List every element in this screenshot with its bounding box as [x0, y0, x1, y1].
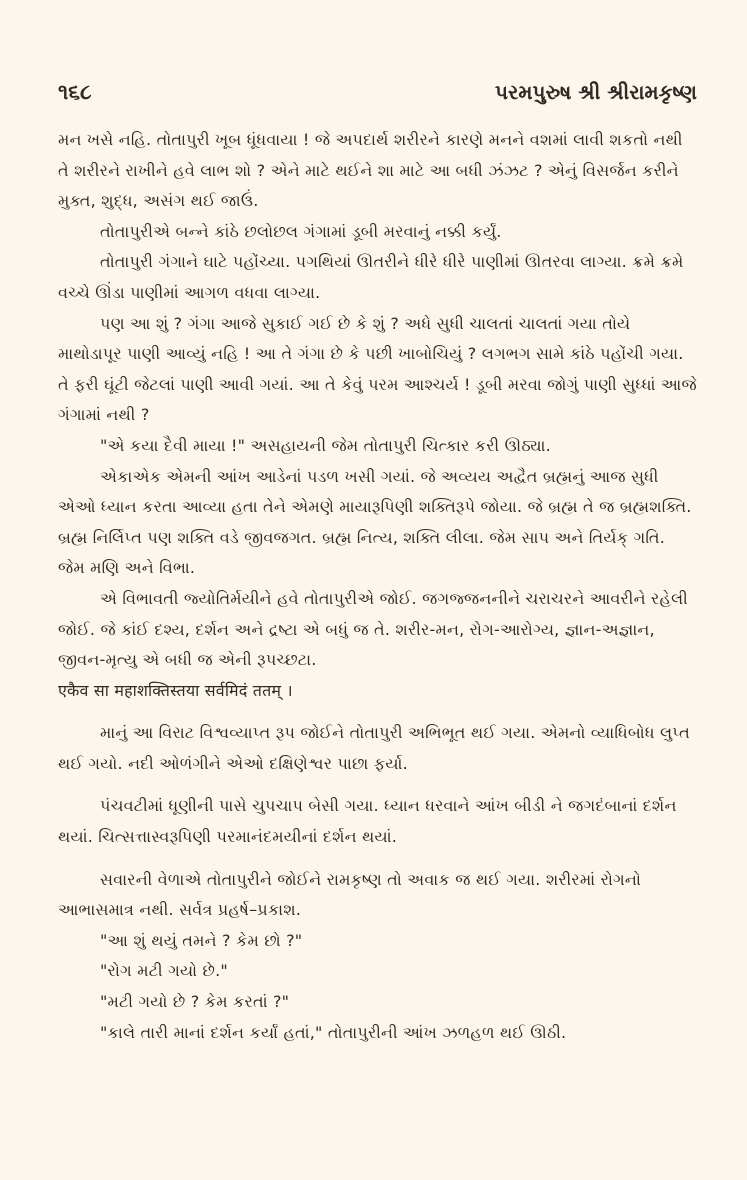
- dialogue-line: "આ શું થયું તમને ? કેમ છો ?": [100, 930, 303, 950]
- spacer: [58, 706, 697, 718]
- dialogue-line: "રોગ મટી ગયો છે.": [100, 961, 228, 981]
- paragraph: "એ કયા દૈવી માયા !" અસહાયની જેમ તોતાપુરી ચિત્કાર કરી ઊઠ્યા.: [100, 435, 551, 455]
- paragraph: તોતાપુરીએ બન્ને કાંઠે છલોછલ ગંગામાં ડૂબી મરવાનું નક્કી કર્યું.: [100, 221, 502, 241]
- paragraph: તોતાપુરી ગંગાને ઘાટે પહોંચ્યા. પગથિયાં ઊતરીને ધીરે ધીરે પાણીમાં ઊતરવા લાગ્યા. ક્રમે ક્રમે વચ્ચે ઊંડા પાણીમાં આગળ વધવા લાગ્યા.: [58, 252, 684, 302]
- dialogue-line: "કાલે તારી માનાં દર્શન કર્યાં હતાં," તોતાપુરીની આંખ ઝળહળ થઈ ઊઠી.: [100, 1022, 567, 1042]
- page-body: [58, 125, 697, 1048]
- page-number: ૧૬૮: [58, 80, 92, 104]
- paragraph: પંચવટીમાં ધૂણીની પાસે ચુપચાપ બેસી ગયા. ધ્યાન ધરવાને આંખ બીડી ને જગદંબાનાં દર્શન થયાં. ચિત્સત્તાસ્વરૂપિણી પરમાનંદમયીનાં દર્શન થયાં.: [58, 796, 677, 847]
- dialogue-line: "મટી ગયો છે ? કેમ કરતાં ?": [100, 992, 290, 1012]
- paragraph: માનું આ વિરાટ વિશ્વવ્યાપ્ત રૂપ જોઈને તોતાપુરી અભિભૂત થઈ ગયા. એમનો વ્યાધિબોધ લુપ્ત થઈ ગયો. નદી ઓળંગીને એઓ દક્ષિણેશ્વર પાછા ફર્યા.: [58, 723, 690, 773]
- page-header: [58, 80, 697, 108]
- paragraph: મન ખસે નહિ. તોતાપુરી ખૂબ ધૂંધવાયા ! જે અપદાર્થ શરીરને કારણે મનને વશમાં લાવી શકતો નથી તે શરીરને રાખીને હવે લાભ શો ? એને માટે થઈને શા માટે આ બધી ઝંઝટ ? એનું વિસર્જન કરીને મુક્ત, શુદ્ધ, અસંગ થઈ જાઉં.: [58, 130, 683, 211]
- running-title: પરમપુરુષ શ્રી શ્રીરામકૃષ્ણ: [495, 80, 697, 104]
- sanskrit-verse: एकैव सा महाशक्तिस्तया सर्वमिदं ततम् ।: [58, 680, 293, 700]
- paragraph: પણ આ શું ? ગંગા આજે સુકાઈ ગઈ છે કે શું ? અધે સુધી ચાલતાં ચાલતાં ગયા તોયે માથોડાપૂર પાણી આવ્યું નહિ ! આ તે ગંગા છે કે પછી ખાબોચિયું ? લગભગ સામે કાંઠે પહોંચી ગયા. તે ફરી ઘૂંટી જેટલાં પાણી આવી ગયાં. આ તે કેવું પરમ આશ્ચર્ય ! ડૂબી મરવા જોગું પાણી સુધ્ધાં આજે ગંગામાં નથી ?: [58, 313, 697, 425]
- paragraph: સવારની વેળાએ તોતાપુરીને જોઈને રામકૃષ્ણ તો અવાક જ થઈ ગયા. શરીરમાં રોગનો આભાસમાત્ર નથી. સર્વત્ર પ્રહર્ષ–પ્રકાશ.: [58, 869, 642, 920]
- paragraph: એ વિભાવતી જ્યોતિર્મયીને હવે તોતાપુરીએ જોઈ. જગજ્જનનીને ચરાચરને આવરીને રહેલી જોઈ. જે કાંઈ દશ્ય, દર્શન અને દ્રષ્ટા એ બધું જ તે. શરીર-મન, રોગ-આરોગ્ય, જ્ઞાન-અજ્ઞાન, જીવન-મૃત્યુ એ બધી જ એની રૂપચ્છટા.: [58, 588, 688, 670]
- paragraph: એકાએક એમની આંખ આડેનાં પડળ ખસી ગયાં. જે અવ્યય અદ્વૈત બ્રહ્મનું આજ સુધી એઓ ધ્યાન કરતા આવ્યા હતા તેને એમણે માયારૂપિણી શક્તિરૂપે જોયા. જે બ્રહ્મ તે જ બ્રહ્મશક્તિ. બ્રહ્મ નિર્લિપ્ત પણ શક્તિ વડે જીવજગત. બ્રહ્મ નિત્ય, શક્તિ લીલા. જેમ સાપ અને તિર્યક્ ગતિ. જેમ મણિ અને વિભા.: [58, 466, 692, 578]
- spacer: [58, 779, 697, 791]
- spacer: [58, 853, 697, 865]
